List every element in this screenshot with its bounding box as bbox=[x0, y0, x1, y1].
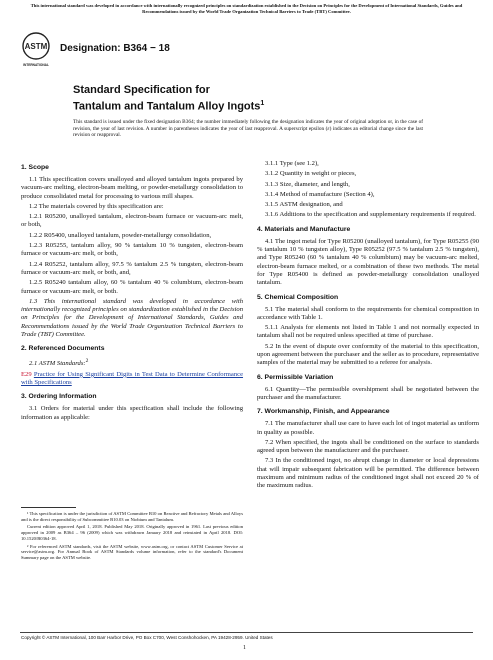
section-1-heading: 1. Scope bbox=[21, 164, 49, 171]
svg-text:INTERNATIONAL: INTERNATIONAL bbox=[23, 63, 49, 67]
item-3-1-2: 3.1.2 Quantity in weight or pieces, bbox=[265, 170, 357, 178]
left-column bbox=[21, 158, 243, 424]
e29-code-link[interactable]: E29 bbox=[21, 370, 32, 378]
item-3-1-1: 3.1.1 Type (see 1.2), bbox=[265, 160, 319, 167]
para-3-1: 3.1 Orders for material under this specification shall include the following information as applicable: bbox=[21, 405, 243, 421]
para-7-2: 7.2 When specified, the ingots shall be conditioned on the surface to standards agreed upon between the manufacturer and the purchaser. bbox=[257, 438, 479, 455]
section-3-heading: 3. Ordering Information bbox=[21, 393, 97, 401]
document-title bbox=[73, 84, 433, 114]
footer-rule bbox=[20, 632, 473, 633]
reference-e29[interactable] bbox=[21, 371, 243, 388]
svg-text:ASTM: ASTM bbox=[24, 42, 48, 51]
para-7-3: 7.3 In the conditioned ingot, no abrupt change in diameter or local depressions that will impair subsequent fabrication will be permitted. The difference between maximum and minimum radius of the conditioned ingot shall not exceed 20 % of the maximum radius. bbox=[257, 457, 479, 490]
footnote-2: ² For referenced ASTM standards, visit the ASTM website, www.astm.org, or contact ASTM Customer Service at service@astm.org. For Annual Book of ASTM Standards volume information, refer to the standard's Document Summary page on the ASTM website. bbox=[21, 543, 243, 560]
para-7-1: 7.1 The manufacturer shall use care to have each lot of ingot material as uniform in quality as possible. bbox=[257, 420, 479, 436]
page-number: 1 bbox=[243, 645, 246, 651]
section-2-heading: 2. Referenced Documents bbox=[21, 345, 105, 353]
title-line-2: Tantalum and Tantalum Alloy Ingots bbox=[73, 100, 261, 113]
para-1-2-5: 1.2.5 R05240 tantalum alloy, 60 % tantalum 40 % columbium, electron-beam furnace or vacuum-arc melt, or both. bbox=[21, 279, 243, 295]
para-1-2-2: 1.2.2 R05400, unalloyed tantalum, powder-metallurgy consolidation, bbox=[29, 231, 212, 239]
e29-title-link[interactable]: Practice for Using Significant Digits in Test Data to Determine Conformance with Specifications bbox=[21, 370, 244, 387]
para-1-1: 1.1 This specification covers unalloyed and alloyed tantalum ingots prepared by vacuum-arc melting, electron-beam melting, or powder-metallurgy consolidation to produce consolidated metal for processing to various mill shapes. bbox=[21, 176, 243, 200]
footnotes bbox=[21, 507, 243, 563]
section-6-heading: 6. Permissible Variation bbox=[257, 373, 334, 381]
para-1-2: 1.2 The materials covered by this specification are: bbox=[29, 202, 164, 210]
para-2-1 bbox=[21, 357, 243, 368]
footnote-2-mark: 2 bbox=[85, 358, 89, 365]
title-line-1: Standard Specification for bbox=[73, 84, 210, 96]
title-footnote-mark: 1 bbox=[260, 100, 265, 107]
section-7-heading: 7. Workmanship, Finish, and Appearance bbox=[257, 408, 390, 416]
issue-note: This standard is issued under the fixed designation B364; the number immediately following the designation indicates the year of original adoption or, in the case of revision, the year of last revision. A number in parentheses indicates the year of last reapproval. A superscript epsilon (ε) indicates an editorial change since the last revision or reapproval. bbox=[73, 119, 423, 139]
astm-logo-icon bbox=[21, 32, 51, 68]
para-5-1-1: 5.1.1 Analysis for elements not listed in Table 1 and not normally expected in tantalum shall not be required unless specified at time of purchase. bbox=[257, 324, 479, 340]
section-5-heading: 5. Chemical Composition bbox=[257, 293, 339, 301]
para-4-1: 4.1 The ingot metal for Type R05200 (unalloyed tantalum), for Type R05255 (90 % tantalum 10 % tungsten alloy), Type R05252 (97.5 % tantalum 2.5 % tungsten), and Type R05240 (60 % tantalum 40 % columbium) may be vacuum-arc melted, electron-beam furnace melted, or a combination of these two methods. The metal for Type R05400 is defined as powder-metallurgy consolidation unalloyed tantalum. bbox=[257, 237, 479, 287]
footnote-1: ¹ This specification is under the jurisdiction of ASTM Committee B10 on Reactive and Refractory Metals and Alloys and is the direct responsibility of Subcommittee B10.03 on Niobium and Tantalum. bbox=[21, 511, 243, 522]
right-column bbox=[257, 160, 479, 493]
item-3-1-5: 3.1.5 ASTM designation, and bbox=[265, 201, 343, 209]
item-3-1-4: 3.1.4 Method of manufacture (Section 4), bbox=[265, 190, 375, 198]
footnote-divider bbox=[21, 507, 76, 508]
item-3-1-6: 3.1.6 Additions to the specification and supplementary requirements if required. bbox=[265, 211, 476, 219]
para-6-1: 6.1 Quantity—The permissible overshipment shall be negotiated between the purchaser and the manufacturer. bbox=[257, 385, 479, 401]
copyright: Copyright © ASTM International, 100 Barr Harbor Drive, PO Box C700, West Conshohocken, PA 19428-2959. United States bbox=[21, 635, 273, 640]
item-3-1-3: 3.1.3 Size, diameter, and length, bbox=[265, 180, 350, 188]
para-1-2-1: 1.2.1 R05200, unalloyed tantalum, electron-beam furnace or vacuum-arc melt, or both, bbox=[21, 213, 243, 229]
designation: Designation: B364 − 18 bbox=[60, 43, 170, 54]
top-notice: This international standard was developed in accordance with internationally recognized principles on standardization established in the Decision on Principles for the Development of International Standards, Guides and Recommendations issued by the World Trade Organization Technical Barriers to Trade (TBT) Committee. bbox=[30, 3, 463, 14]
section-4-heading: 4. Materials and Manufacture bbox=[257, 225, 351, 233]
para-1-2-3: 1.2.3 R05255, tantalum alloy, 90 % tantalum 10 % tungsten, electron-beam furnace or vacuum-arc melt, or both, bbox=[21, 242, 243, 258]
footnote-1b: Current edition approved April 1, 2018. Published May 2018. Originally approved in 1961. Last previous edition approved in 2009 as B364 – 96 (2009) which was withdrawn January 2018 and reinstated in April 2018. DOI: 10.1520/B0364-18. bbox=[21, 524, 243, 541]
para-5-1: 5.1 The material shall conform to the requirements for chemical composition in accordance with Table 1. bbox=[257, 305, 479, 321]
para-1-3: 1.3 This international standard was developed in accordance with internationally recognized principles on standardization established in the Decision on Principles for the Development of International Standards, Guides and Recommendations issued by the World Trade Organization Technical Barriers to Trade (TBT) Committee. bbox=[21, 297, 243, 339]
para-1-2-4: 1.2.4 R05252, tantalum alloy, 97.5 % tantalum 2.5 % tungsten, electron-beam furnace or vacuum-arc melt, or both, and, bbox=[21, 260, 243, 276]
astm-standards-label: 2.1 ASTM Standards: bbox=[29, 360, 86, 368]
para-5-2: 5.2 In the event of dispute over conformity of the material to this specification, upon agreement between the purchaser and the seller as to procedure, representative samples of the material may be submitted to a referee for analysis. bbox=[257, 342, 479, 367]
